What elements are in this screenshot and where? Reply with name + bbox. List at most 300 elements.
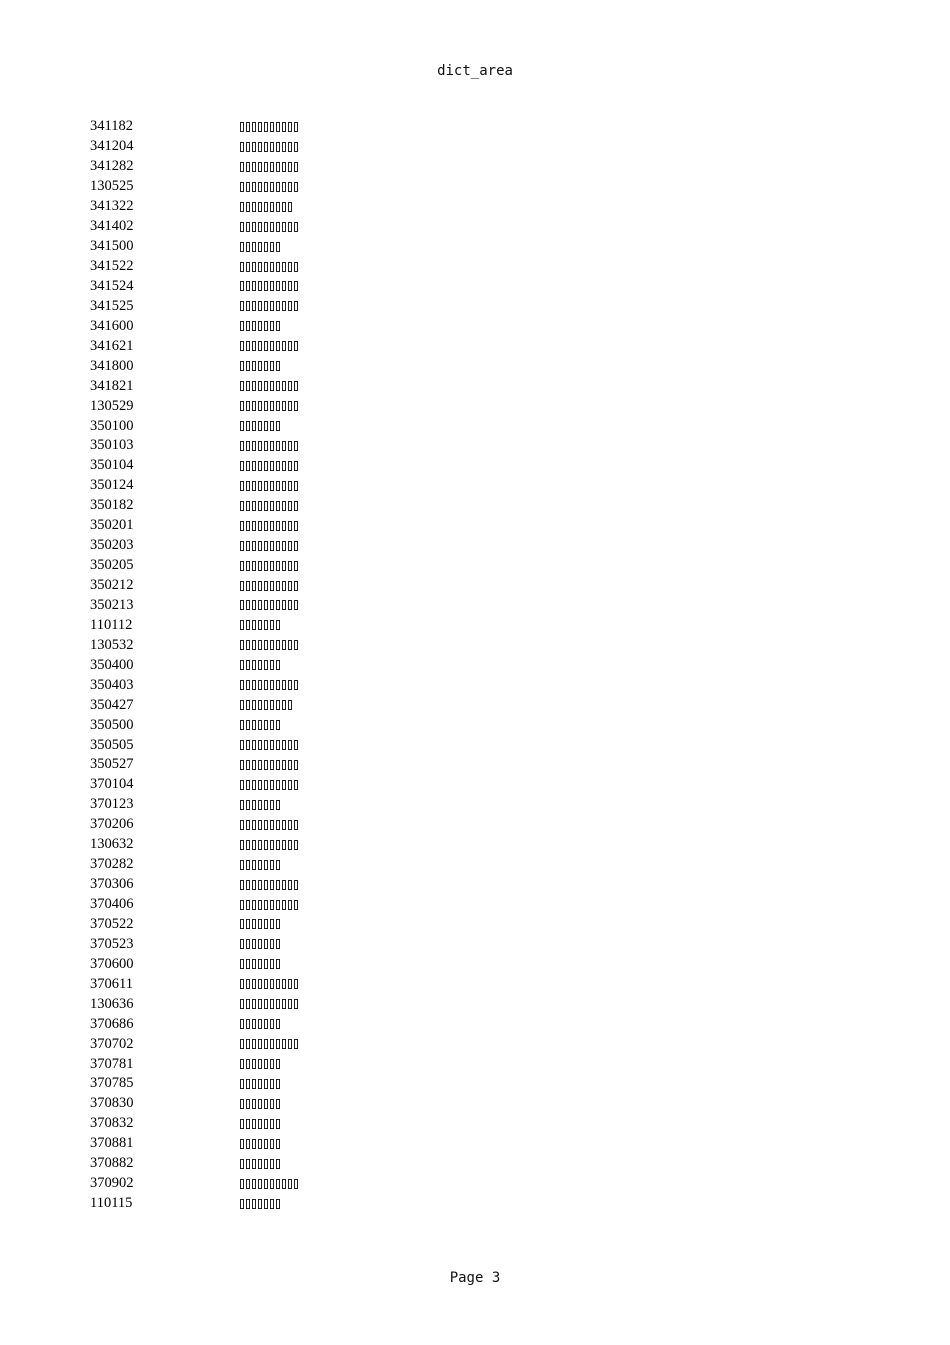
missing-glyph-box [252, 581, 256, 591]
missing-glyph-box [294, 381, 298, 391]
missing-glyph-box [258, 1079, 262, 1089]
missing-glyph-box [264, 381, 268, 391]
missing-glyph-box [246, 620, 250, 630]
missing-glyph-box [288, 441, 292, 451]
area-code: 350103 [90, 437, 134, 454]
missing-glyph-box [240, 700, 244, 710]
missing-glyph-box [276, 441, 280, 451]
missing-glyph-box [264, 182, 268, 192]
area-name-missing-glyphs [240, 915, 280, 934]
area-name-missing-glyphs [240, 775, 298, 794]
missing-glyph-box [240, 541, 244, 551]
missing-glyph-box [258, 1199, 262, 1209]
area-code: 350104 [90, 457, 134, 474]
area-code: 110112 [90, 616, 133, 633]
missing-glyph-box [258, 321, 262, 331]
missing-glyph-box [264, 262, 268, 272]
missing-glyph-box [252, 341, 256, 351]
missing-glyph-box [294, 680, 298, 690]
missing-glyph-box [240, 521, 244, 531]
missing-glyph-box [282, 700, 286, 710]
area-code: 341500 [90, 238, 134, 255]
missing-glyph-box [276, 421, 280, 431]
area-name-missing-glyphs [240, 755, 298, 774]
area-code: 341182 [90, 118, 133, 135]
missing-glyph-box [252, 1159, 256, 1169]
missing-glyph-box [294, 820, 298, 830]
missing-glyph-box [246, 999, 250, 1009]
missing-glyph-box [282, 1039, 286, 1049]
missing-glyph-box [252, 1059, 256, 1069]
missing-glyph-box [246, 281, 250, 291]
missing-glyph-box [270, 660, 274, 670]
missing-glyph-box [294, 401, 298, 411]
missing-glyph-box [276, 1159, 280, 1169]
table-row [90, 416, 490, 436]
missing-glyph-box [282, 880, 286, 890]
missing-glyph-box [270, 780, 274, 790]
area-name-missing-glyphs [240, 496, 298, 515]
missing-glyph-box [240, 1039, 244, 1049]
missing-glyph-box [264, 700, 268, 710]
missing-glyph-box [288, 541, 292, 551]
missing-glyph-box [258, 680, 262, 690]
table-row [90, 177, 490, 197]
missing-glyph-box [288, 760, 292, 770]
missing-glyph-box [294, 840, 298, 850]
missing-glyph-box [270, 501, 274, 511]
area-code: 341402 [90, 218, 134, 235]
missing-glyph-box [294, 501, 298, 511]
area-code: 370123 [90, 796, 134, 813]
table-row [90, 875, 490, 895]
area-code: 370781 [90, 1055, 134, 1072]
missing-glyph-box [282, 182, 286, 192]
missing-glyph-box [246, 959, 250, 969]
missing-glyph-box [264, 1079, 268, 1089]
table-row [90, 157, 490, 177]
missing-glyph-box [246, 1139, 250, 1149]
table-row [90, 1154, 490, 1174]
missing-glyph-box [270, 959, 274, 969]
area-code: 341621 [90, 337, 134, 354]
area-code: 350400 [90, 656, 134, 673]
area-code: 341522 [90, 258, 134, 275]
table-row [90, 476, 490, 496]
missing-glyph-box [246, 880, 250, 890]
missing-glyph-box [264, 581, 268, 591]
missing-glyph-box [270, 640, 274, 650]
missing-glyph-box [288, 162, 292, 172]
missing-glyph-box [264, 640, 268, 650]
missing-glyph-box [294, 162, 298, 172]
area-name-missing-glyphs [240, 736, 298, 755]
missing-glyph-box [246, 919, 250, 929]
missing-glyph-box [276, 281, 280, 291]
missing-glyph-box [276, 561, 280, 571]
table-row [90, 715, 490, 735]
missing-glyph-box [240, 999, 244, 1009]
area-name-missing-glyphs [240, 417, 280, 436]
table-row [90, 1014, 490, 1034]
missing-glyph-box [276, 321, 280, 331]
area-name-missing-glyphs [240, 117, 298, 136]
missing-glyph-box [252, 740, 256, 750]
missing-glyph-box [258, 600, 262, 610]
missing-glyph-box [276, 640, 280, 650]
missing-glyph-box [282, 481, 286, 491]
table-row [90, 436, 490, 456]
missing-glyph-box [240, 780, 244, 790]
missing-glyph-box [240, 680, 244, 690]
missing-glyph-box [282, 401, 286, 411]
missing-glyph-box [240, 182, 244, 192]
missing-glyph-box [246, 122, 250, 132]
table-row [90, 356, 490, 376]
area-code: 350182 [90, 497, 134, 514]
area-code: 370522 [90, 915, 134, 932]
missing-glyph-box [282, 840, 286, 850]
table-row [90, 137, 490, 157]
missing-glyph-box [246, 1199, 250, 1209]
missing-glyph-box [270, 1079, 274, 1089]
missing-glyph-box [264, 281, 268, 291]
area-name-missing-glyphs [240, 436, 298, 455]
missing-glyph-box [270, 182, 274, 192]
area-code: 350403 [90, 676, 134, 693]
area-name-missing-glyphs [240, 257, 298, 276]
missing-glyph-box [270, 1099, 274, 1109]
missing-glyph-box [252, 720, 256, 730]
missing-glyph-box [276, 680, 280, 690]
missing-glyph-box [258, 700, 262, 710]
missing-glyph-box [246, 1099, 250, 1109]
missing-glyph-box [276, 760, 280, 770]
missing-glyph-box [240, 222, 244, 232]
missing-glyph-box [276, 720, 280, 730]
missing-glyph-box [252, 162, 256, 172]
missing-glyph-box [270, 1159, 274, 1169]
area-code: 350203 [90, 537, 134, 554]
missing-glyph-box [276, 401, 280, 411]
missing-glyph-box [282, 142, 286, 152]
missing-glyph-box [252, 760, 256, 770]
table-row [90, 755, 490, 775]
area-code: 350427 [90, 696, 134, 713]
missing-glyph-box [252, 780, 256, 790]
area-name-missing-glyphs [240, 716, 280, 735]
missing-glyph-box [264, 600, 268, 610]
missing-glyph-box [252, 301, 256, 311]
missing-glyph-box [246, 720, 250, 730]
missing-glyph-box [258, 501, 262, 511]
missing-glyph-box [240, 481, 244, 491]
missing-glyph-box [252, 202, 256, 212]
missing-glyph-box [264, 999, 268, 1009]
missing-glyph-box [240, 1059, 244, 1069]
missing-glyph-box [282, 640, 286, 650]
missing-glyph-box [240, 660, 244, 670]
missing-glyph-box [282, 162, 286, 172]
missing-glyph-box [288, 979, 292, 989]
missing-glyph-box [276, 481, 280, 491]
missing-glyph-box [252, 182, 256, 192]
missing-glyph-box [264, 501, 268, 511]
missing-glyph-box [276, 1039, 280, 1049]
missing-glyph-box [246, 860, 250, 870]
missing-glyph-box [282, 461, 286, 471]
area-name-missing-glyphs [240, 576, 298, 595]
table-row [90, 815, 490, 835]
missing-glyph-box [270, 122, 274, 132]
missing-glyph-box [258, 640, 262, 650]
missing-glyph-box [264, 341, 268, 351]
missing-glyph-box [252, 880, 256, 890]
missing-glyph-box [240, 1199, 244, 1209]
missing-glyph-box [246, 202, 250, 212]
missing-glyph-box [246, 341, 250, 351]
area-code: 350213 [90, 596, 134, 613]
missing-glyph-box [288, 281, 292, 291]
missing-glyph-box [264, 939, 268, 949]
missing-glyph-box [264, 202, 268, 212]
missing-glyph-box [252, 122, 256, 132]
area-name-missing-glyphs [240, 1174, 298, 1193]
missing-glyph-box [258, 1179, 262, 1189]
missing-glyph-box [258, 820, 262, 830]
area-name-missing-glyphs [240, 835, 298, 854]
missing-glyph-box [252, 1099, 256, 1109]
area-name-missing-glyphs [240, 297, 298, 316]
missing-glyph-box [276, 620, 280, 630]
missing-glyph-box [258, 222, 262, 232]
missing-glyph-box [282, 281, 286, 291]
area-code: 350505 [90, 736, 134, 753]
area-name-missing-glyphs [240, 197, 292, 216]
table-row [90, 596, 490, 616]
missing-glyph-box [294, 441, 298, 451]
missing-glyph-box [282, 600, 286, 610]
table-row [90, 496, 490, 516]
missing-glyph-box [252, 620, 256, 630]
missing-glyph-box [252, 461, 256, 471]
missing-glyph-box [264, 1019, 268, 1029]
missing-glyph-box [264, 900, 268, 910]
area-name-missing-glyphs [240, 1055, 280, 1074]
missing-glyph-box [252, 321, 256, 331]
area-name-missing-glyphs [240, 317, 280, 336]
area-code: 130529 [90, 397, 134, 414]
table-row [90, 197, 490, 217]
table-row [90, 117, 490, 137]
missing-glyph-box [246, 182, 250, 192]
area-name-missing-glyphs [240, 1094, 280, 1113]
missing-glyph-box [240, 740, 244, 750]
missing-glyph-box [294, 281, 298, 291]
missing-glyph-box [252, 521, 256, 531]
missing-glyph-box [258, 840, 262, 850]
missing-glyph-box [246, 900, 250, 910]
missing-glyph-box [276, 202, 280, 212]
area-name-missing-glyphs [240, 855, 280, 874]
missing-glyph-box [252, 1179, 256, 1189]
missing-glyph-box [276, 1139, 280, 1149]
missing-glyph-box [294, 880, 298, 890]
missing-glyph-box [270, 1039, 274, 1049]
missing-glyph-box [246, 421, 250, 431]
area-name-missing-glyphs [240, 377, 298, 396]
missing-glyph-box [252, 381, 256, 391]
missing-glyph-box [264, 142, 268, 152]
missing-glyph-box [252, 860, 256, 870]
missing-glyph-box [246, 800, 250, 810]
missing-glyph-box [276, 242, 280, 252]
missing-glyph-box [240, 341, 244, 351]
missing-glyph-box [288, 840, 292, 850]
area-code: 370830 [90, 1095, 134, 1112]
missing-glyph-box [252, 541, 256, 551]
missing-glyph-box [264, 680, 268, 690]
missing-glyph-box [270, 800, 274, 810]
missing-glyph-box [264, 1139, 268, 1149]
table-row [90, 1054, 490, 1074]
missing-glyph-box [240, 262, 244, 272]
missing-glyph-box [294, 262, 298, 272]
missing-glyph-box [270, 441, 274, 451]
missing-glyph-box [258, 561, 262, 571]
area-code: 370600 [90, 955, 134, 972]
missing-glyph-box [246, 640, 250, 650]
missing-glyph-box [276, 999, 280, 1009]
missing-glyph-box [246, 1179, 250, 1189]
missing-glyph-box [264, 1179, 268, 1189]
missing-glyph-box [258, 780, 262, 790]
table-row [90, 835, 490, 855]
missing-glyph-box [252, 979, 256, 989]
area-code: 130532 [90, 636, 134, 653]
area-code: 370611 [90, 975, 133, 992]
missing-glyph-box [270, 401, 274, 411]
missing-glyph-box [276, 1079, 280, 1089]
missing-glyph-box [276, 1019, 280, 1029]
missing-glyph-box [270, 979, 274, 989]
missing-glyph-box [264, 860, 268, 870]
missing-glyph-box [276, 301, 280, 311]
missing-glyph-box [276, 122, 280, 132]
missing-glyph-box [294, 581, 298, 591]
area-name-missing-glyphs [240, 536, 298, 555]
missing-glyph-box [264, 222, 268, 232]
missing-glyph-box [276, 381, 280, 391]
missing-glyph-box [270, 521, 274, 531]
missing-glyph-box [294, 760, 298, 770]
area-name-missing-glyphs [240, 277, 298, 296]
missing-glyph-box [246, 660, 250, 670]
missing-glyph-box [270, 620, 274, 630]
missing-glyph-box [258, 381, 262, 391]
missing-glyph-box [264, 1119, 268, 1129]
missing-glyph-box [276, 361, 280, 371]
missing-glyph-box [276, 222, 280, 232]
missing-glyph-box [258, 361, 262, 371]
missing-glyph-box [258, 262, 262, 272]
area-code: 341600 [90, 317, 134, 334]
table-row [90, 994, 490, 1014]
missing-glyph-box [246, 262, 250, 272]
missing-glyph-box [288, 1039, 292, 1049]
missing-glyph-box [246, 142, 250, 152]
missing-glyph-box [294, 999, 298, 1009]
missing-glyph-box [258, 1019, 262, 1029]
missing-glyph-box [246, 481, 250, 491]
missing-glyph-box [276, 501, 280, 511]
missing-glyph-box [246, 1159, 250, 1169]
missing-glyph-box [246, 1119, 250, 1129]
area-name-missing-glyphs [240, 397, 298, 416]
missing-glyph-box [252, 242, 256, 252]
missing-glyph-box [288, 640, 292, 650]
missing-glyph-box [258, 1099, 262, 1109]
missing-glyph-box [246, 740, 250, 750]
missing-glyph-box [258, 242, 262, 252]
page-title: dict_area [437, 63, 513, 79]
missing-glyph-box [270, 262, 274, 272]
missing-glyph-box [270, 381, 274, 391]
missing-glyph-box [276, 979, 280, 989]
table-row [90, 1134, 490, 1154]
missing-glyph-box [264, 1099, 268, 1109]
missing-glyph-box [252, 142, 256, 152]
missing-glyph-box [270, 999, 274, 1009]
area-code: 341524 [90, 277, 134, 294]
missing-glyph-box [294, 541, 298, 551]
missing-glyph-box [294, 301, 298, 311]
missing-glyph-box [240, 720, 244, 730]
missing-glyph-box [246, 680, 250, 690]
area-code: 370104 [90, 776, 134, 793]
area-code: 350212 [90, 577, 134, 594]
missing-glyph-box [270, 361, 274, 371]
missing-glyph-box [240, 401, 244, 411]
missing-glyph-box [282, 979, 286, 989]
missing-glyph-box [240, 421, 244, 431]
missing-glyph-box [252, 1079, 256, 1089]
area-name-missing-glyphs [240, 516, 298, 535]
area-name-missing-glyphs [240, 596, 298, 615]
missing-glyph-box [264, 620, 268, 630]
missing-glyph-box [288, 561, 292, 571]
area-code: 370785 [90, 1075, 134, 1092]
missing-glyph-box [246, 561, 250, 571]
missing-glyph-box [264, 441, 268, 451]
missing-glyph-box [258, 441, 262, 451]
table-row [90, 277, 490, 297]
missing-glyph-box [270, 301, 274, 311]
table-row [90, 1094, 490, 1114]
missing-glyph-box [258, 880, 262, 890]
table-row [90, 237, 490, 257]
missing-glyph-box [282, 441, 286, 451]
table-row [90, 296, 490, 316]
missing-glyph-box [270, 222, 274, 232]
missing-glyph-box [282, 202, 286, 212]
missing-glyph-box [288, 680, 292, 690]
missing-glyph-box [240, 501, 244, 511]
missing-glyph-box [282, 680, 286, 690]
missing-glyph-box [252, 1139, 256, 1149]
missing-glyph-box [240, 939, 244, 949]
missing-glyph-box [252, 600, 256, 610]
